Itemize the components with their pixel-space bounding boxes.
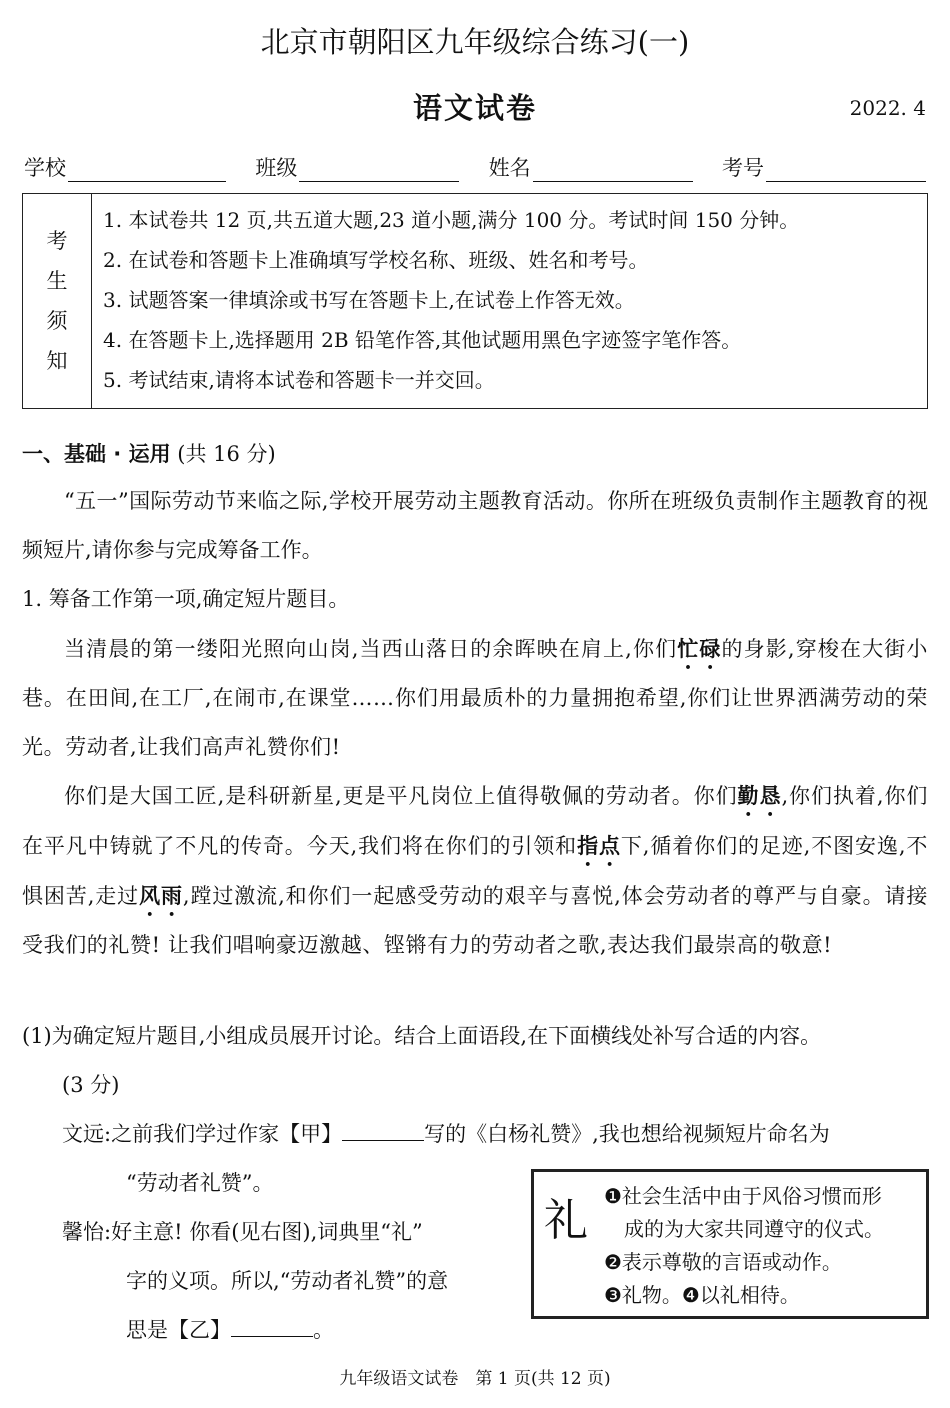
dictionary-entry-box bbox=[531, 1169, 929, 1319]
question-1-1: (1)为确定短片题目,小组成员展开讨论。结合上面语段,在下面横线处补写合适的内容。 bbox=[22, 1024, 822, 1048]
exam-date: 2022. 4 bbox=[849, 96, 926, 120]
notice-item: 1. 本试卷共 12 页,共五道大题,23 道小题,满分 100 分。考试时间 150 分钟。 bbox=[103, 208, 800, 232]
answer-blank-yi[interactable] bbox=[231, 1316, 313, 1337]
dialog-wenyuan: 文远:之前我们学过作家【甲】 写的《白杨礼赞》,我也想给视频短片命名为 bbox=[62, 1122, 830, 1146]
section-intro: “五一”国际劳动节来临之际,学校开展劳动主题教育活动。你所在班级负责制作主题教育的视频短片,请你参与完成筹备工作。 bbox=[22, 489, 928, 562]
notice-item: 4. 在答题卡上,选择题用 2B 铅笔作答,其他试题用黑色字迹签字笔作答。 bbox=[103, 328, 742, 352]
dictionary-definitions: ❶社会生活中由于风俗习惯而形 成的为大家共同遵守的仪式。 ❷表示尊敬的言语或动作。 ❸礼物。❹以礼相待。 bbox=[604, 1184, 884, 1307]
dialog-xinyi-end: 思是【乙】 。 bbox=[126, 1318, 334, 1342]
answer-blank-jia[interactable] bbox=[342, 1120, 424, 1141]
passage-paragraph-2: 你们是大国工匠,是科研新星,更是平凡岗位上值得敬佩的劳动者。你们勤恳,你们执着,你们在平凡中铸就了不凡的传奇。今天,我们将在你们的引领和指点下,循着你们的足迹,不图安逸,不惧困苦,走过风雨,蹚过激流,和你们一起感受劳动的艰辛与喜悦,体会劳动者的尊严与自豪。请接受我们的礼赞! 让我们唱响豪迈激越、铿锵有力的劳动者之歌,表达我们最崇高的敬意! bbox=[22, 783, 929, 957]
exam-number-field[interactable]: 考号 bbox=[722, 152, 926, 182]
page-footer: 九年级语文试卷 第 1 页(共 12 页) bbox=[339, 1369, 611, 1389]
dialog-xinyi-cont: 字的义项。所以,“劳动者礼赞”的意 bbox=[126, 1269, 449, 1293]
speaker-name: 馨怡: bbox=[62, 1220, 112, 1244]
question-points: (3 分) bbox=[62, 1073, 120, 1097]
passage-paragraph-1: 当清晨的第一缕阳光照向山岗,当西山落日的余晖映在肩上,你们忙碌的身影,穿梭在大街小巷。在田间,在工厂,在闹市,在课堂……你们用最质朴的力量拥抱希望,你们让世界洒满劳动的荣光。劳动者,让我们高声礼赞你们! bbox=[22, 636, 928, 759]
notice-label: 考 生 须 知 bbox=[23, 194, 92, 408]
school-field[interactable]: 学校 bbox=[24, 152, 226, 182]
name-field[interactable]: 姓名 bbox=[489, 152, 693, 182]
speaker-name: 文远: bbox=[62, 1122, 112, 1146]
student-info-fields bbox=[24, 152, 926, 182]
notice-item: 3. 试题答案一律填涂或书写在答题卡上,在试卷上作答无效。 bbox=[103, 288, 635, 312]
notice-item: 2. 在试卷和答题卡上准确填写学校名称、班级、姓名和考号。 bbox=[103, 248, 649, 272]
section-heading: 一、基础 · 运用 (共 16 分) bbox=[22, 442, 276, 466]
question-1: 1. 筹备工作第一项,确定短片题目。 bbox=[22, 587, 350, 611]
page-title: 北京市朝阳区九年级综合练习(一) bbox=[260, 25, 690, 59]
dialog-xinyi: 馨怡:好主意! 你看(见右图),词典里“礼” bbox=[62, 1220, 423, 1244]
dialog-wenyuan-cont: “劳动者礼赞”。 bbox=[126, 1171, 274, 1195]
notice-list bbox=[103, 200, 799, 400]
class-field[interactable]: 班级 bbox=[255, 152, 459, 182]
exam-subject: 语文试卷 bbox=[412, 91, 537, 125]
notice-item: 5. 考试结束,请将本试卷和答题卡一并交回。 bbox=[103, 368, 495, 392]
dictionary-character: 礼 bbox=[544, 1195, 588, 1246]
exam-notice-box bbox=[22, 193, 928, 409]
